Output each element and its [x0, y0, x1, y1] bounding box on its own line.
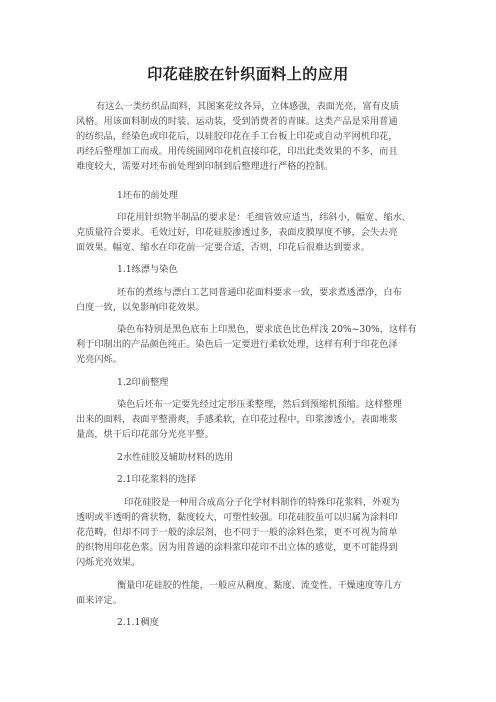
text-line: 印花用针织物半制品的要求是：毛细管效应适当，纬斜小，幅宽、缩水、 [117, 212, 411, 223]
text-line: 面来评定。 [76, 595, 122, 606]
paragraph [76, 322, 417, 367]
text-line: 白度一致，以免影响印花效果。 [76, 302, 205, 313]
paragraph [76, 495, 400, 570]
paragraph [76, 285, 402, 315]
section-heading [117, 188, 178, 203]
text-line: 染色后坯布一定要先经过定形压柔整理，然后到预缩机预缩。这样整理 [117, 399, 402, 410]
text-line: 量高，烘干后印花部分光亮平整。 [76, 429, 214, 440]
text-line: 难度较大，需要对坯布前处理到印制到后整理进行严格的控制。 [76, 161, 334, 172]
section-heading [117, 450, 233, 465]
paragraph [76, 578, 402, 608]
text-line: 印花硅胶是一种用合成高分子化学材料制作的特殊印花浆料，外观为 [124, 497, 400, 508]
text-line: 花范畴，但却不同于一般的涂层剂，也不同于一般的涂料色浆，更不可视为简单 [76, 527, 398, 538]
heading-text: 1.1练漂与染色 [117, 264, 178, 275]
text-line: 克质量符合要求。毛效过好，印花硅胶渗透过多，表面皮膜厚度不够，会失去亮 [76, 227, 398, 238]
text-line: 有这么一类纺织品面料，其图案花纹各异，立体感强，表面光亮，富有皮质 [96, 101, 400, 112]
text-line: 染色布特别是黑色底布上印黑色，要求底色比色样浅 20%~30%，这样有 [117, 324, 417, 335]
text-line: 闪烁光亮效果。 [76, 557, 141, 568]
text-line: 衡量印花硅胶的性能，一般应从稠度、黏度、流变性、干燥速度等几方 [117, 580, 402, 591]
text-line: 光亮闪烁。 [76, 354, 122, 365]
heading-text: 1坯布的前处理 [117, 190, 178, 201]
paragraph [76, 210, 411, 255]
page-title: 印花硅胶在针织面料上的应用 [147, 65, 349, 83]
section-heading [117, 472, 196, 487]
paragraph [76, 397, 402, 442]
text-line: 的纺织品，经染色或印花后，以硅胶印花在手工台板上印花或自动平网机印花， [76, 131, 398, 142]
text-line: 面效果。幅宽、缩水在印花前一定要合适，否则，印花后很难达到要求。 [76, 242, 370, 253]
text-line: 的织物用印花色浆。因为用普通的涂料浆印花印不出立体的感觉，更不可能得到 [76, 542, 398, 553]
text-line: 透明或半透明的膏状物，黏度较大，可塑性较强。印花硅胶虽可以归属为涂料印 [76, 512, 398, 523]
text-line: 利于印制出的产品颜色纯正。染色后一定要进行柔软处理，这样有利于印花色泽 [76, 339, 398, 350]
text-line: 再经后整理加工而成。用传统圆网印花机直接印花，印出此类效果的不多，而且 [76, 146, 398, 157]
text-line: 出来的面料，表面平整滑爽，手感柔软，在印花过程中，印浆渗透小，表面堆浆 [76, 414, 398, 425]
text-line: 风格。用该面料制成的时装、运动装，受到消费者的青睐。这类产品是采用普通 [76, 116, 398, 127]
section-heading [117, 262, 178, 277]
heading-text: 1.2印前整理 [117, 377, 169, 388]
heading-text: 2.1印花浆料的选择 [117, 474, 196, 485]
section-heading [117, 615, 159, 630]
heading-text: 2水性硅胶及辅助材料的选用 [117, 452, 234, 463]
heading-text: 2.1.1稠度 [117, 617, 159, 628]
section-heading [117, 375, 168, 390]
intro-paragraph [76, 99, 399, 174]
text-line: 坯布的煮练与漂白工艺同普通印花面料要求一致，要求煮透漂净，白布 [117, 287, 402, 298]
